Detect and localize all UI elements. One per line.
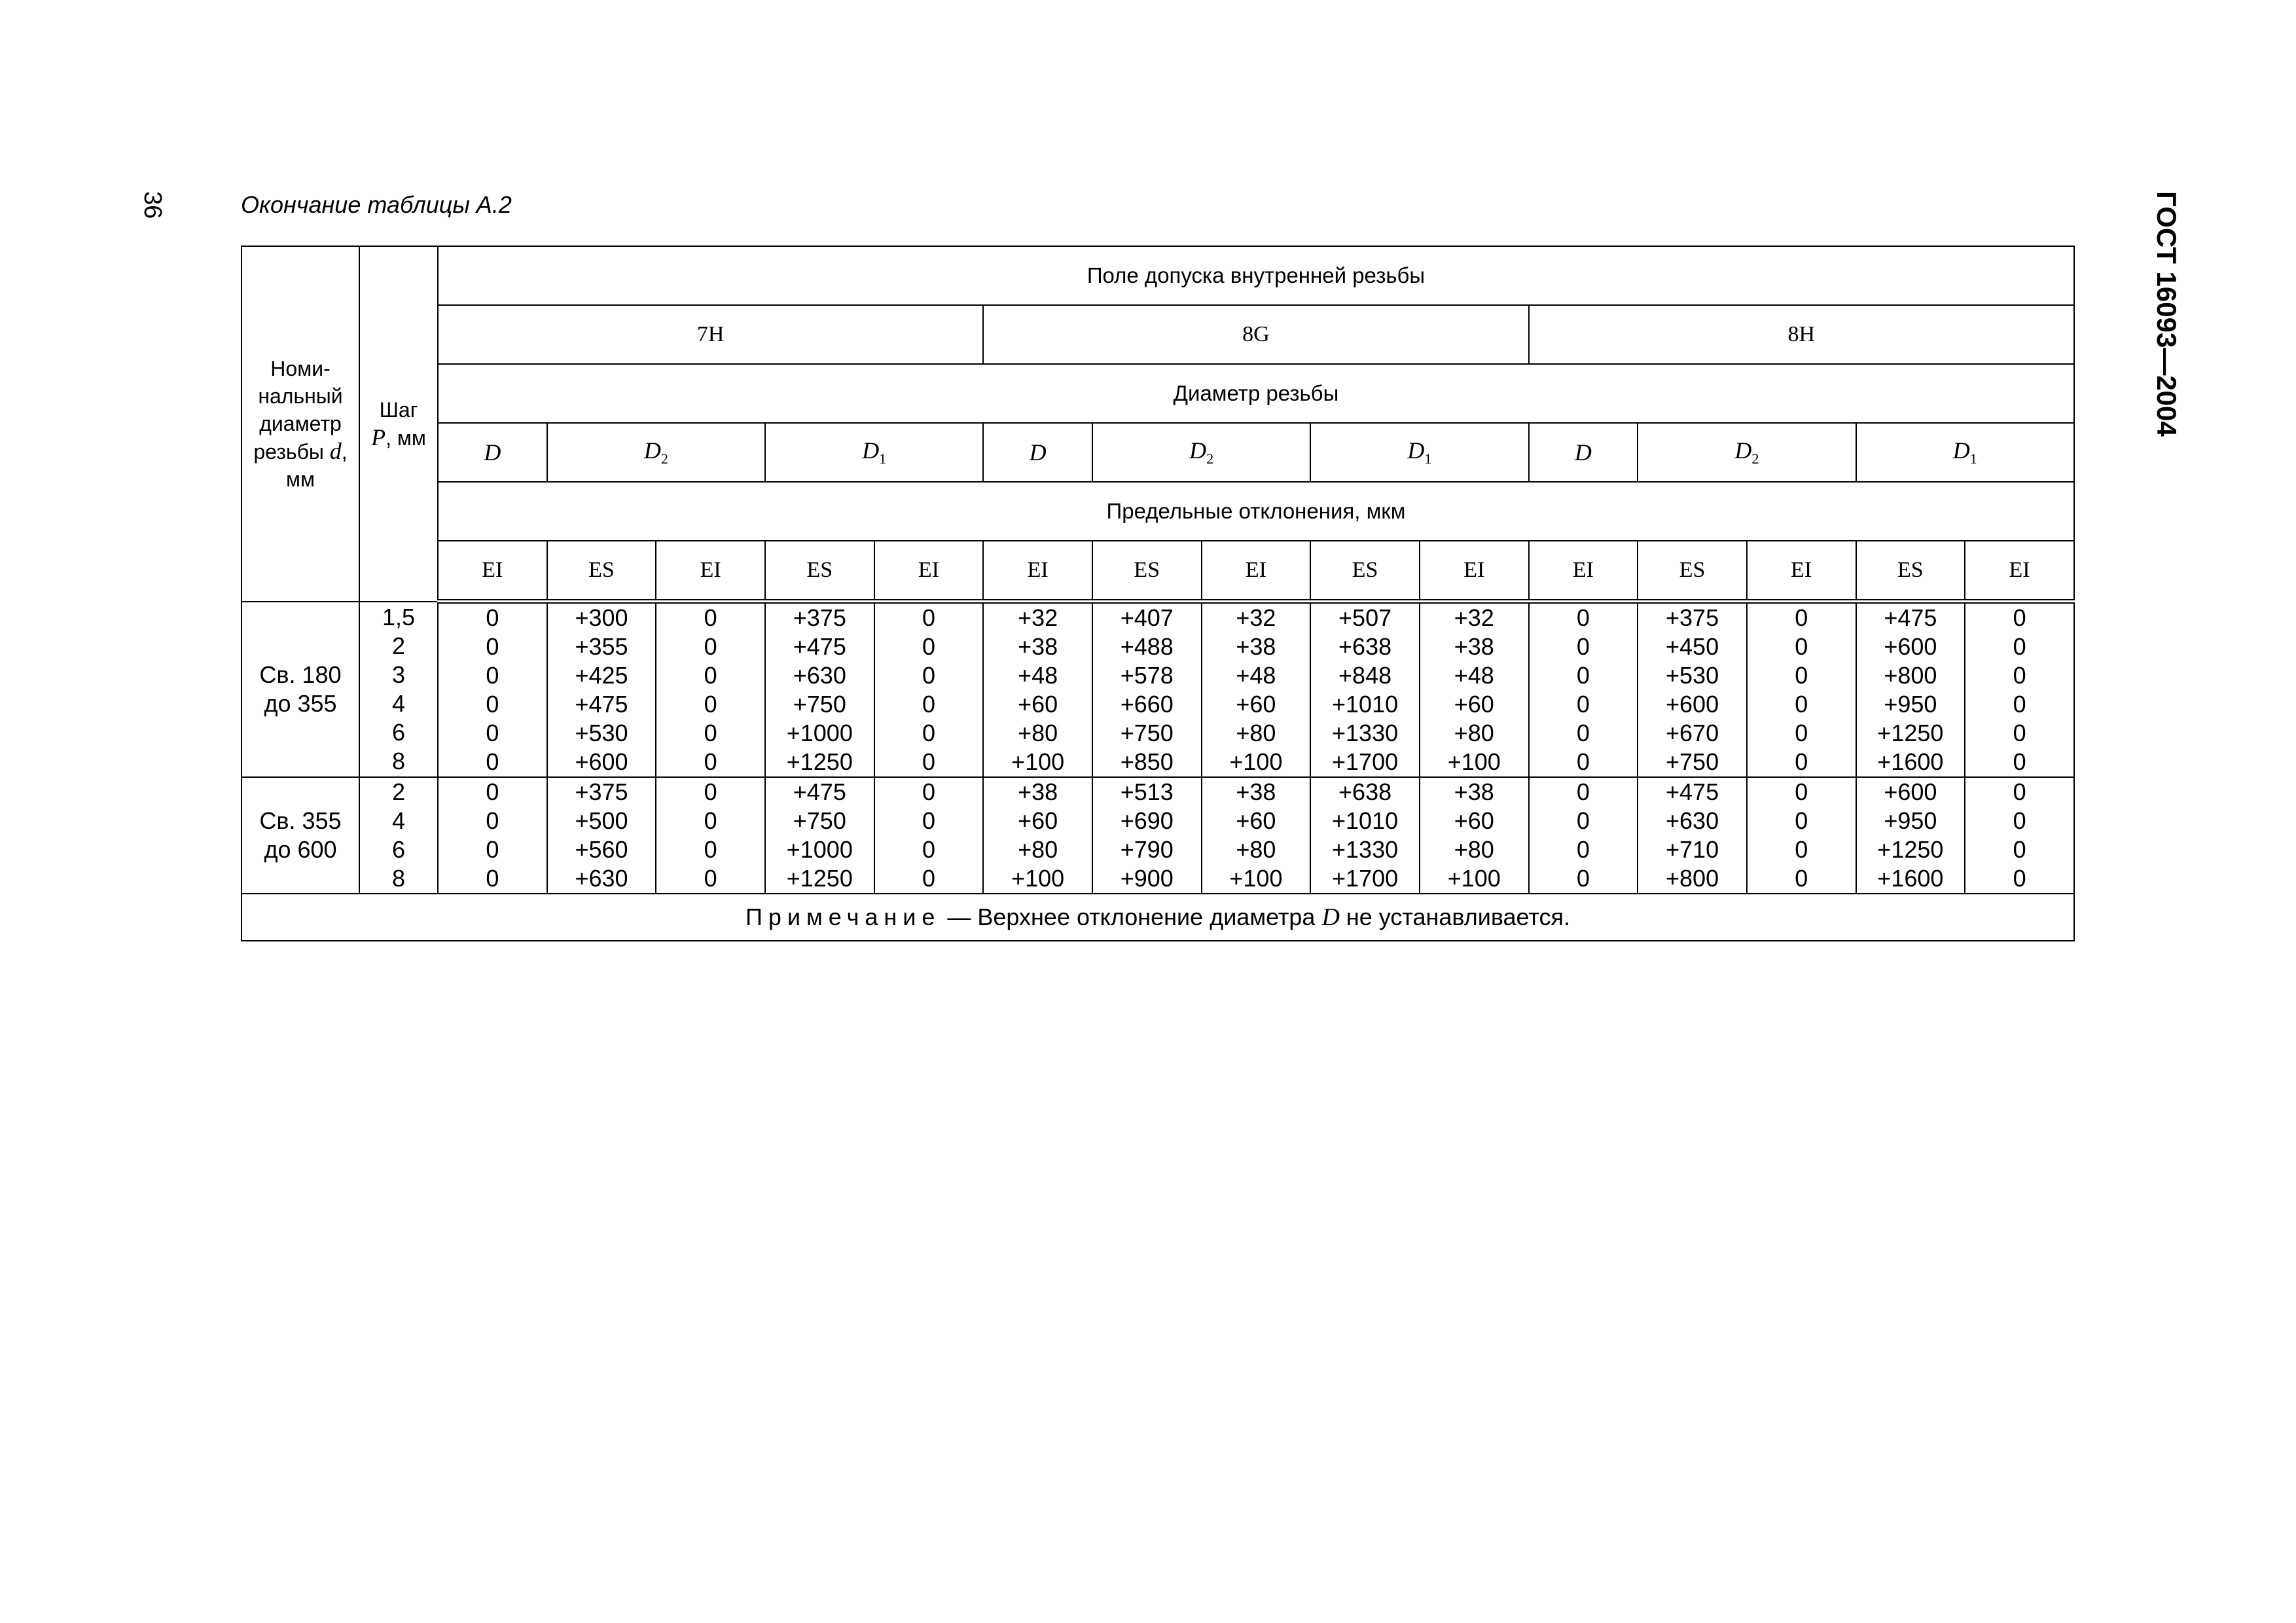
header-row-deviations xyxy=(242,482,2074,541)
diameter-d1: $D_1$ xyxy=(1310,423,1528,482)
deviation-values: +638 +1010 +1330 +1700 xyxy=(1310,777,1420,894)
document-code: ГОСТ 16093—2004 xyxy=(2151,191,2182,437)
deviation-code: ES xyxy=(765,541,874,602)
field-header: Поле допуска внутренней резьбы xyxy=(438,246,2074,305)
table-caption: Окончание таблицы А.2 xyxy=(241,191,512,218)
diameter-range: Св. 355 до 600 xyxy=(242,777,359,894)
deviation-values: +600 +950 +1250 +1600 xyxy=(1856,777,1965,894)
deviation-values: 0 0 0 0 xyxy=(1529,777,1638,894)
diameter-d2: $D_2$ xyxy=(1638,423,1856,482)
field-8h: 8H xyxy=(1529,305,2074,364)
field-8g: 8G xyxy=(983,305,1528,364)
table-row xyxy=(242,777,2074,894)
deviation-values: 0 0 0 0 0 0 xyxy=(438,602,547,778)
diameter-d2: $D_2$ xyxy=(1092,423,1310,482)
deviation-values: +38 +60 +80 +100 xyxy=(983,777,1092,894)
step-header: Шаг P, мм xyxy=(359,246,438,602)
note-label: Примечание xyxy=(745,903,941,930)
deviation-values: 0 0 0 0 xyxy=(438,777,547,894)
deviation-values: +300 +355 +425 +475 +530 +600 xyxy=(547,602,656,778)
deviation-values: 0 0 0 0 0 0 xyxy=(1747,602,1856,778)
deviation-code: EI xyxy=(1202,541,1311,602)
diameter-range: Св. 180 до 355 xyxy=(242,602,359,778)
deviation-values: 0 0 0 0 0 0 xyxy=(1965,602,2074,778)
deviation-values: +475 +750 +1000 +1250 xyxy=(765,777,874,894)
diameter-d1: $D_1$ xyxy=(765,423,983,482)
deviation-values: +38 +60 +80 +100 xyxy=(1420,777,1529,894)
deviation-code: EI xyxy=(656,541,765,602)
deviation-header: Предельные отклонения, мкм xyxy=(438,482,2074,541)
field-7h: 7H xyxy=(438,305,983,364)
deviation-code: ES xyxy=(1310,541,1420,602)
diameter-d: D xyxy=(983,423,1092,482)
diameter-d2: $D_2$ xyxy=(547,423,765,482)
deviation-values: 0 0 0 0 xyxy=(1965,777,2074,894)
table-row xyxy=(242,602,2074,778)
deviation-code: EI xyxy=(874,541,984,602)
diameter-d: D xyxy=(438,423,547,482)
deviation-code: EI xyxy=(1529,541,1638,602)
deviation-values: +375 +475 +630 +750 +1000 +1250 xyxy=(765,602,874,778)
deviation-values: +38 +60 +80 +100 xyxy=(1202,777,1311,894)
header-row-deviation-codes xyxy=(242,541,2074,602)
deviation-code: EI xyxy=(983,541,1092,602)
header-row-diameters xyxy=(242,423,2074,482)
deviation-values: 0 0 0 0 xyxy=(1747,777,1856,894)
deviation-code: ES xyxy=(1638,541,1747,602)
deviation-code: ES xyxy=(1856,541,1965,602)
deviation-code: ES xyxy=(1092,541,1202,602)
note-row xyxy=(242,894,2074,941)
deviation-code: EI xyxy=(438,541,547,602)
deviation-code: ES xyxy=(547,541,656,602)
deviation-code: EI xyxy=(1965,541,2074,602)
deviation-values: +507 +638 +848 +1010 +1330 +1700 xyxy=(1310,602,1420,778)
deviation-values: +32 +38 +48 +60 +80 +100 xyxy=(983,602,1092,778)
deviation-values: +375 +500 +560 +630 xyxy=(547,777,656,894)
deviation-values: +32 +38 +48 +60 +80 +100 xyxy=(1202,602,1311,778)
header-row-tolerance-fields xyxy=(242,305,2074,364)
deviation-values: +513 +690 +790 +900 xyxy=(1092,777,1202,894)
diameter-d: D xyxy=(1529,423,1638,482)
page-number: 36 xyxy=(139,191,166,219)
diameter-d1: $D_1$ xyxy=(1856,423,2074,482)
deviation-code: EI xyxy=(1747,541,1856,602)
tolerance-table xyxy=(241,246,2075,941)
deviation-values: +375 +450 +530 +600 +670 +750 xyxy=(1638,602,1747,778)
header-row-field xyxy=(242,246,2074,305)
step-values: 1,5 2 3 4 6 8 xyxy=(359,602,438,778)
deviation-values: 0 0 0 0 0 0 xyxy=(1529,602,1638,778)
header-row-thread-diameter xyxy=(242,364,2074,423)
thread-diameter-header: Диаметр резьбы xyxy=(438,364,2074,423)
table-note: Примечание — Верхнее отклонение диаметра D не устанавливается. xyxy=(242,894,2074,941)
nominal-diameter-header: Номи- нальный диаметр резьбы d, мм xyxy=(242,246,359,602)
deviation-code: EI xyxy=(1420,541,1529,602)
step-values: 2 4 6 8 xyxy=(359,777,438,894)
deviation-values: 0 0 0 0 0 0 xyxy=(656,602,765,778)
deviation-values: +32 +38 +48 +60 +80 +100 xyxy=(1420,602,1529,778)
deviation-values: 0 0 0 0 xyxy=(874,777,984,894)
deviation-values: +407 +488 +578 +660 +750 +850 xyxy=(1092,602,1202,778)
deviation-values: 0 0 0 0 xyxy=(656,777,765,894)
table-body xyxy=(242,602,2074,894)
deviation-values: +475 +600 +800 +950 +1250 +1600 xyxy=(1856,602,1965,778)
deviation-values: +475 +630 +710 +800 xyxy=(1638,777,1747,894)
deviation-values: 0 0 0 0 0 0 xyxy=(874,602,984,778)
